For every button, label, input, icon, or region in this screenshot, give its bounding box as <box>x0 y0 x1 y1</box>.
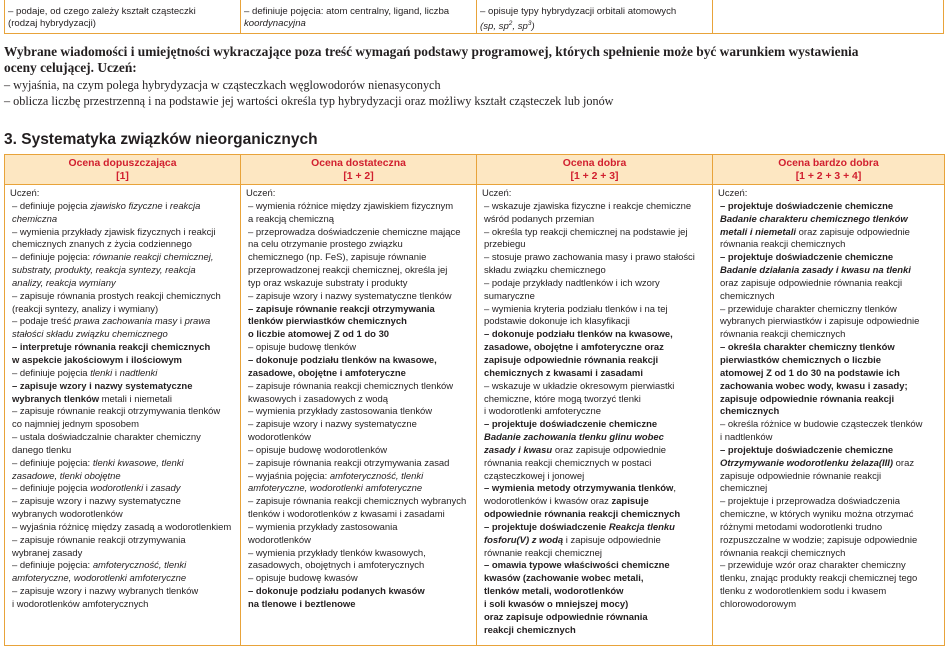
requirements-table <box>4 154 945 646</box>
requirement-line: składu związku chemicznego <box>484 265 606 277</box>
requirement-line: – zapisuje równanie reakcji otrzymywania tlenków <box>12 406 221 418</box>
requirement-line: – przeprowadza doświadczenie chemiczne mające <box>248 226 461 238</box>
extra-item: – oblicza liczbę przestrzenną i na podstawie jej wartości określa typ hybrydyzacji oraz możliwy kształt cząsteczek lub jonów <box>4 94 614 108</box>
requirement-line: zasadowych, obojętnych i amfoterycznych <box>248 560 425 572</box>
column-header: Ocena dostateczna [1 + 2] <box>241 155 476 185</box>
requirement-line: – przewiduje wzór oraz charakter chemiczny <box>720 560 906 572</box>
prev-col-2 <box>240 0 476 33</box>
requirement-line: – określa typ reakcji chemicznej na podstawie jej <box>484 226 688 238</box>
requirement-line: – wskazuje w układzie okresowym pierwiastki <box>484 380 675 392</box>
requirement-line: – przewiduje charakter chemiczny tlenków <box>720 303 897 315</box>
requirement-line: chemicznych <box>720 406 780 418</box>
requirement-line: amfoteryczne, wodorotlenki amfoteryczne <box>12 573 187 585</box>
requirement-line: różnymi metodami wodorotlenki trudno <box>720 521 883 533</box>
requirement-line: rozpuszczalne w wodzie; zapisuje odpowiednie <box>720 534 918 546</box>
requirement-line: pierwiastków chemicznych o liczbie <box>720 354 882 366</box>
requirement-line: równania reakcji chemicznych <box>720 239 846 251</box>
requirement-line: – zapisuje wzory i nazwy systematyczne <box>12 380 193 392</box>
requirement-line: amfoteryczne, wodorotlenki amfoteryczne <box>248 483 423 495</box>
column-grade-2 <box>240 155 476 645</box>
requirement-line: tlenków metali, wodorotlenków <box>484 586 624 598</box>
requirement-line: i wodorotlenki amfoteryczne <box>484 406 601 418</box>
requirement-line: analizy, reakcja wymiany <box>12 277 116 289</box>
column-header: Ocena dobra [1 + 2 + 3] <box>477 155 712 185</box>
requirement-line: – podaje treść prawa zachowania masy i prawa <box>12 316 211 328</box>
requirement-line: zasady i kwasu oraz zapisuje odpowiednie <box>484 444 667 456</box>
requirement-line: chemicznych z kwasami i zasadami <box>484 367 643 379</box>
requirement-line: – określa różnice w budowie cząsteczek tlenków <box>720 419 923 431</box>
requirement-line: – zapisuje równania reakcji otrzymywania zasad <box>248 457 450 469</box>
requirement-line: równania reakcji chemicznych <box>720 329 846 341</box>
requirement-line: i nadtlenków <box>720 432 773 444</box>
requirement-line: na celu otrzymanie prostego związku <box>248 239 403 251</box>
prev-col-3 <box>476 0 712 33</box>
requirement-line: – zapisuje równania prostych reakcji chemicznych <box>12 290 221 302</box>
requirement-line: fosforu(V) z wodą i zapisuje odpowiednie <box>484 534 661 546</box>
requirement-line: – podaje przykłady nadtlenków i ich wzory <box>484 277 660 289</box>
requirement-line: – wskazuje zjawiska fizyczne i reakcje chemiczne <box>484 200 692 212</box>
requirement-line: – dokonuje podziału tlenków na kwasowe, <box>484 329 673 341</box>
requirement-line: i soli kwasów o mniejszej mocy) <box>484 599 629 610</box>
requirement-line: zapisuje odpowiednie równania reakcji <box>720 393 895 405</box>
requirement-line: tlenku, znając produkty reakcji chemicznej tego <box>720 573 918 585</box>
requirement-line: – zapisuje wzory i nazwy systematyczne <box>12 496 181 508</box>
requirement-line: kwasowych i zasadowych z wodą <box>248 393 389 405</box>
requirement-line: atomowej Z od 1 do 30 na podstawie ich <box>720 367 900 379</box>
requirement-line: – wyjaśnia pojęcia: amfoteryczność, tlenki <box>248 470 424 482</box>
requirement-line: – opisuje budowę tlenków <box>248 342 357 354</box>
requirement-line: – definiuje pojęcia: równanie reakcji chemicznej, <box>12 252 214 264</box>
requirement-line: – omawia typowe właściwości chemiczne <box>484 560 670 572</box>
requirement-line: – zapisuje wzory i nazwy systematyczne tlenków <box>248 290 452 302</box>
requirement-line: (reakcji syntezy, analizy i wymiany) <box>12 303 159 315</box>
requirement-line: chemiczne, które mogą tworzyć tlenki <box>484 393 641 405</box>
column-grade-4 <box>712 155 944 645</box>
requirement-line: – wyjaśnia różnicę między zasadą a wodorotlenkiem <box>12 521 232 533</box>
column-header: Ocena dopuszczająca [1] <box>5 155 240 185</box>
requirement-line: reakcji chemicznych <box>484 624 576 636</box>
prev-col-1 <box>5 0 240 33</box>
requirement-line: – opisuje budowę kwasów <box>248 573 358 585</box>
requirement-line: chemicznej <box>720 483 768 495</box>
requirement-line: oraz zapisuje odpowiednie równania <box>484 611 648 623</box>
requirement-line: Badanie działania zasady i kwasu na tlenki <box>720 265 911 277</box>
requirement-line: – zapisuje wzory i nazwy systematyczne <box>248 419 417 431</box>
requirement-line: zasadowe, obojętne i amfoteryczne <box>248 367 406 379</box>
requirement-line: równania reakcji chemicznych <box>720 547 846 559</box>
requirement-line: – określa charakter chemiczny tlenków <box>720 342 895 354</box>
requirement-line: o liczbie atomowej Z od 1 do 30 <box>248 329 390 341</box>
requirement-line: zapisuje odpowiednie równanie reakcji <box>720 470 882 482</box>
requirement-line: – dokonuje podziału podanych kwasów <box>248 586 425 598</box>
requirement-line: chemicznych znanych z życia codziennego <box>12 239 192 251</box>
requirement-line: – projektuje doświadczenie chemiczne <box>720 200 894 212</box>
extra-requirements-heading: Wybrane wiadomości i umiejętności wykraczające poza treść wymagań podstawy programowej, których spełnienie może być warunkiem wystawienia oceny celującej. Uczeń: <box>4 44 859 75</box>
requirement-line: wodorotlenków <box>248 534 311 546</box>
requirement-line: tlenków i wodorotlenków z kwasami i zasadami <box>248 509 445 521</box>
extra-item: – wyjaśnia, na czym polega hybrydyzacja w cząsteczkach węglowodorów nienasyconych <box>4 78 441 92</box>
requirement-line: równania reakcji chemicznych w postaci <box>484 457 652 469</box>
requirement-line: kwasów (zachowanie wobec metali, <box>484 573 644 585</box>
requirement-line: – wymienia przykłady tlenków kwasowych, <box>248 547 426 559</box>
requirement-line: – definiuje pojęcia tlenki i nadtlenki <box>12 367 158 379</box>
requirement-line: – definiuje pojęcia wodorotlenki i zasady <box>12 483 181 495</box>
prev-item: – opisuje typy hybrydyzacji orbitali atomowych <box>480 6 677 17</box>
requirement-line: – zapisuje równania reakcji chemicznych tlenków <box>248 380 454 392</box>
column-body: Uczeń: – projektuje doświadczenie chemiczne Badanie charakteru chemicznego tlenków metali i niemetali oraz zapisuje odpowiednie równania reakcji chemicznych – projektuje doświadczenie chemiczne Badanie działania zasady i kwasu na tlenki oraz zapisuje odpowiednie równania reakcji chemicznych – przewiduje charakter chemiczny tlenków wybranych pierwiastków i zapisuje odpowiednie równania reakcji chemicznych – określa charakter chemiczny tlenków pierwiastków chemicznych o liczbie atomowej Z od 1 do 30 na podstawie ich zachowania wobec wody, kwasu i zasady; zapisuje odpowiednie równania reakcji chemicznych – określa różnice w budowie cząsteczek tlenków i nadtlenków – projektuje doświadczenie chemiczne Otrzymywanie wodorotlenku żelaza(III) oraz zapisuje odpowiednie równanie reakcji chemicznej – projektuje i przeprowadza doświadczenia chemiczne, w których wyniku można otrzymać różnymi metodami wodorotlenki trudno rozpuszczalne w wodzie; zapisuje odpowiednie równania reakcji chemicznych – przewiduje wzór oraz charakter chemiczny tlenku, znając produkty reakcji chemicznej tego tlenku z wodorotlenkiem sodu i kwasem chlorowodorowym <box>713 185 944 612</box>
requirement-line: wybranych pierwiastków i zapisuje odpowiednie <box>720 316 920 328</box>
requirement-line: chlorowodorowym <box>720 599 797 610</box>
requirement-line: – projektuje doświadczenie chemiczne <box>720 252 894 264</box>
column-grade-3 <box>476 155 712 645</box>
column-grade-1 <box>5 155 240 645</box>
column-header: Ocena bardzo dobra [1 + 2 + 3 + 4] <box>713 155 944 185</box>
requirement-line: chemiczna <box>12 213 58 225</box>
requirement-line: tlenków pierwiastków chemicznych <box>248 316 407 328</box>
requirement-line: Badanie zachowania tlenku glinu wobec <box>484 432 664 444</box>
requirement-line: – wymienia kryteria podziału tlenków i na tej <box>484 303 668 315</box>
requirement-line: w aspekcie jakościowym i ilościowym <box>12 354 182 366</box>
requirement-line: zachowania wobec wody, kwasu i zasady; <box>720 380 908 392</box>
requirement-line: – projektuje doświadczenie Reakcja tlenku <box>484 521 675 533</box>
requirement-line: równanie reakcji chemicznej <box>484 547 603 559</box>
requirement-line: a reakcją chemiczną <box>248 213 335 225</box>
requirement-line: Badanie charakteru chemicznego tlenków <box>720 213 908 225</box>
requirement-line: Otrzymywanie wodorotlenku żelaza(III) oraz <box>720 457 915 469</box>
requirement-line: – opisuje budowę wodorotlenków <box>248 444 388 456</box>
requirement-line: chemicznych <box>720 290 775 302</box>
requirement-line: chemiczne, w których wyniku można otrzymać <box>720 509 914 521</box>
requirement-line: podstawie dokonuje ich klasyfikacji <box>484 316 630 328</box>
prev-item: (rodzaj hybrydyzacji) <box>8 18 96 29</box>
requirement-line: wybranej zasady <box>12 547 83 559</box>
requirement-line: wśród podanych przemian <box>484 213 595 225</box>
requirement-line: odpowiednie równania reakcji chemicznych <box>484 509 681 521</box>
requirement-line: zasadowe, obojętne i amfoteryczne oraz <box>484 342 664 354</box>
requirement-line: i wodorotlenków amfoterycznych <box>12 599 149 610</box>
requirement-line: – dokonuje podziału tlenków na kwasowe, <box>248 354 437 366</box>
requirement-line: tlenku z wodorotlenkiem sodu i kwasem <box>720 586 887 598</box>
requirement-line: metali i niemetali oraz zapisuje odpowiednie <box>720 226 910 238</box>
requirement-line: – projektuje i przeprowadza doświadczenia <box>720 496 900 508</box>
prev-item: – podaje, od czego zależy kształt cząsteczki <box>8 6 196 17</box>
column-body: Uczeń: – wymienia różnice między zjawiskiem fizycznym a reakcją chemiczną – przeprowadza doświadczenie chemiczne mające na celu otrzymanie prostego związku chemicznego (np. FeS), zapisuje równanie przeprowadzonej reakcji chemicznej, określa jej typ oraz wskazuje substraty i produkty – zapisuje wzory i nazwy systematyczne tlenków – zapisuje równanie reakcji otrzymywania tlenków pierwiastków chemicznych o liczbie atomowej Z od 1 do 30 – opisuje budowę tlenków – dokonuje podziału tlenków na kwasowe, zasadowe, obojętne i amfoteryczne – zapisuje równania reakcji chemicznych tlenków kwasowych i zasadowych z wodą – wymienia przykłady zastosowania tlenków – zapisuje wzory i nazwy systematyczne wodorotlenków – opisuje budowę wodorotlenków – zapisuje równania reakcji otrzymywania zasad – wyjaśnia pojęcia: amfoteryczność, tlenki amfoteryczne, wodorotlenki amfoteryczne – zapisuje równania reakcji chemicznych wybranych tlenków i wodorotlenków z kwasami i zasadami – wymienia przykłady zastosowania wodorotlenków – wymienia przykłady tlenków kwasowych, zasadowych, obojętnych i amfoterycznych – opisuje budowę kwasów – dokonuje podziału podanych kwasów na tlenowe i beztlenowe <box>241 185 476 612</box>
column-body: Uczeń: – definiuje pojęcia zjawisko fizyczne i reakcja chemiczna – wymienia przykłady zjawisk fizycznych i reakcji chemicznych znanych z życia codziennego – definiuje pojęcia: równanie reakcji chemicznej, substraty, produkty, reakcja syntezy, reakcja analizy, reakcja wymiany – zapisuje równania prostych reakcji chemicznych (reakcji syntezy, analizy i wymiany) – podaje treść prawa zachowania masy i prawa stałości składu związku chemicznego – interpretuje równania reakcji chemicznych w aspekcie jakościowym i ilościowym – definiuje pojęcia tlenki i nadtlenki – zapisuje wzory i nazwy systematyczne wybranych tlenków metali i niemetali – zapisuje równanie reakcji otrzymywania tlenków co najmniej jednym sposobem – ustala doświadczalnie charakter chemiczny danego tlenku – definiuje pojęcia: tlenki kwasowe, tlenki zasadowe, tlenki obojętne – definiuje pojęcia wodorotlenki i zasady – zapisuje wzory i nazwy systematyczne wybranych wodorotlenków – wyjaśnia różnicę między zasadą a wodorotlenkiem – zapisuje równanie reakcji otrzymywania wybranej zasady – definiuje pojęcia: amfoteryczność, tlenki amfoteryczne, wodorotlenki amfoteryczne – zapisuje wzory i nazwy wybranych tlenków i wodorotlenków amfoterycznych <box>5 185 240 612</box>
requirement-line: cząsteczkowej i jonowej <box>484 470 585 482</box>
requirement-line: – wymienia różnice między zjawiskiem fizycznym <box>248 200 454 212</box>
requirement-line: chemicznego (np. FeS), zapisuje równanie <box>248 252 427 264</box>
requirement-line: – zapisuje równanie reakcji otrzymywania <box>12 534 186 546</box>
requirement-line: – projektuje doświadczenie chemiczne <box>484 419 658 431</box>
requirement-line: zasadowe, tlenki obojętne <box>12 470 121 482</box>
requirement-line: – wymienia przykłady zjawisk fizycznych i reakcji <box>12 226 216 238</box>
requirement-line: oraz zapisuje odpowiednie równania reakcji <box>720 277 903 289</box>
section-title: 3. Systematyka związków nieorganicznych <box>4 131 318 148</box>
previous-table-last-row <box>4 0 944 34</box>
requirement-line: danego tlenku <box>12 444 72 456</box>
prev-item: – definiuje pojęcia: atom centralny, ligand, liczba <box>244 6 450 17</box>
requirement-line: – zapisuje równania reakcji chemicznych wybranych <box>248 496 467 508</box>
requirement-line: wybranych wodorotlenków <box>12 509 123 521</box>
prev-col-4 <box>712 0 944 33</box>
requirement-line: – definiuje pojęcia: amfoteryczność, tlenki <box>12 560 187 572</box>
requirement-line: substraty, produkty, reakcja syntezy, reakcja <box>12 265 196 277</box>
requirement-line: – zapisuje równanie reakcji otrzymywania <box>248 303 435 315</box>
requirement-line: – stosuje prawo zachowania masy i prawo stałości <box>484 252 695 264</box>
requirement-line: – wymienia przykłady zastosowania <box>248 521 398 533</box>
requirement-line: – projektuje doświadczenie chemiczne <box>720 444 894 456</box>
requirement-line: co najmniej jednym sposobem <box>12 419 139 431</box>
requirement-line: – definiuje pojęcia: tlenki kwasowe, tlenki <box>12 457 184 469</box>
requirement-line: – zapisuje wzory i nazwy wybranych tlenków <box>12 586 199 598</box>
requirement-line: – wymienia przykłady zastosowania tlenków <box>248 406 433 418</box>
requirement-line: sumaryczne <box>484 290 535 302</box>
requirement-line: wodorotlenków i kwasów oraz zapisuje <box>484 496 649 508</box>
column-body: Uczeń: – wskazuje zjawiska fizyczne i reakcje chemiczne wśród podanych przemian – określa typ reakcji chemicznej na podstawie jej przebiegu – stosuje prawo zachowania masy i prawo stałości składu związku chemicznego – podaje przykłady nadtlenków i ich wzory sumaryczne – wymienia kryteria podziału tlenków i na tej podstawie dokonuje ich klasyfikacji – dokonuje podziału tlenków na kwasowe, zasadowe, obojętne i amfoteryczne oraz zapisuje odpowiednie równania reakcji chemicznych z kwasami i zasadami – wskazuje w układzie okresowym pierwiastki chemiczne, które mogą tworzyć tlenki i wodorotlenki amfoteryczne – projektuje doświadczenie chemiczne Badanie zachowania tlenku glinu wobec zasady i kwasu oraz zapisuje odpowiednie równania reakcji chemicznych w postaci cząsteczkowej i jonowej – wymienia metody otrzymywania tlenków, wodorotlenków i kwasów oraz zapisuje odpowiednie równania reakcji chemicznych – projektuje doświadczenie Reakcja tlenku fosforu(V) z wodą i zapisuje odpowiednie równanie reakcji chemicznej – omawia typowe właściwości chemiczne kwasów (zachowanie wobec metali, tlenków metali, wodorotlenków i soli kwasów o mniejszej mocy) oraz zapisuje odpowiednie równania reakcji chemicznych <box>477 185 712 638</box>
requirement-line: – interpretuje równania reakcji chemicznych <box>12 342 211 354</box>
prev-item: koordynacyjna <box>244 18 306 29</box>
requirement-line: typ oraz wskazuje substraty i produkty <box>248 277 408 289</box>
requirement-line: – wymienia metody otrzymywania tlenków, <box>484 483 676 495</box>
requirement-line: stałości składu związku chemicznego <box>12 329 168 341</box>
requirement-line: zapisuje odpowiednie równania reakcji <box>484 354 659 366</box>
requirement-line: – definiuje pojęcia zjawisko fizyczne i reakcja <box>12 200 201 212</box>
requirement-line: wybranych tlenków metali i niemetali <box>12 393 172 405</box>
requirement-line: – ustala doświadczalnie charakter chemiczny <box>12 432 201 444</box>
requirement-line: przebiegu <box>484 239 526 251</box>
prev-item: (sp, $sp^2$, $sp^3$) <box>480 20 535 32</box>
requirement-line: na tlenowe i beztlenowe <box>248 599 356 610</box>
requirement-line: wodorotlenków <box>248 432 311 444</box>
requirement-line: przeprowadzonej reakcji chemicznej, określa jej <box>248 265 448 277</box>
